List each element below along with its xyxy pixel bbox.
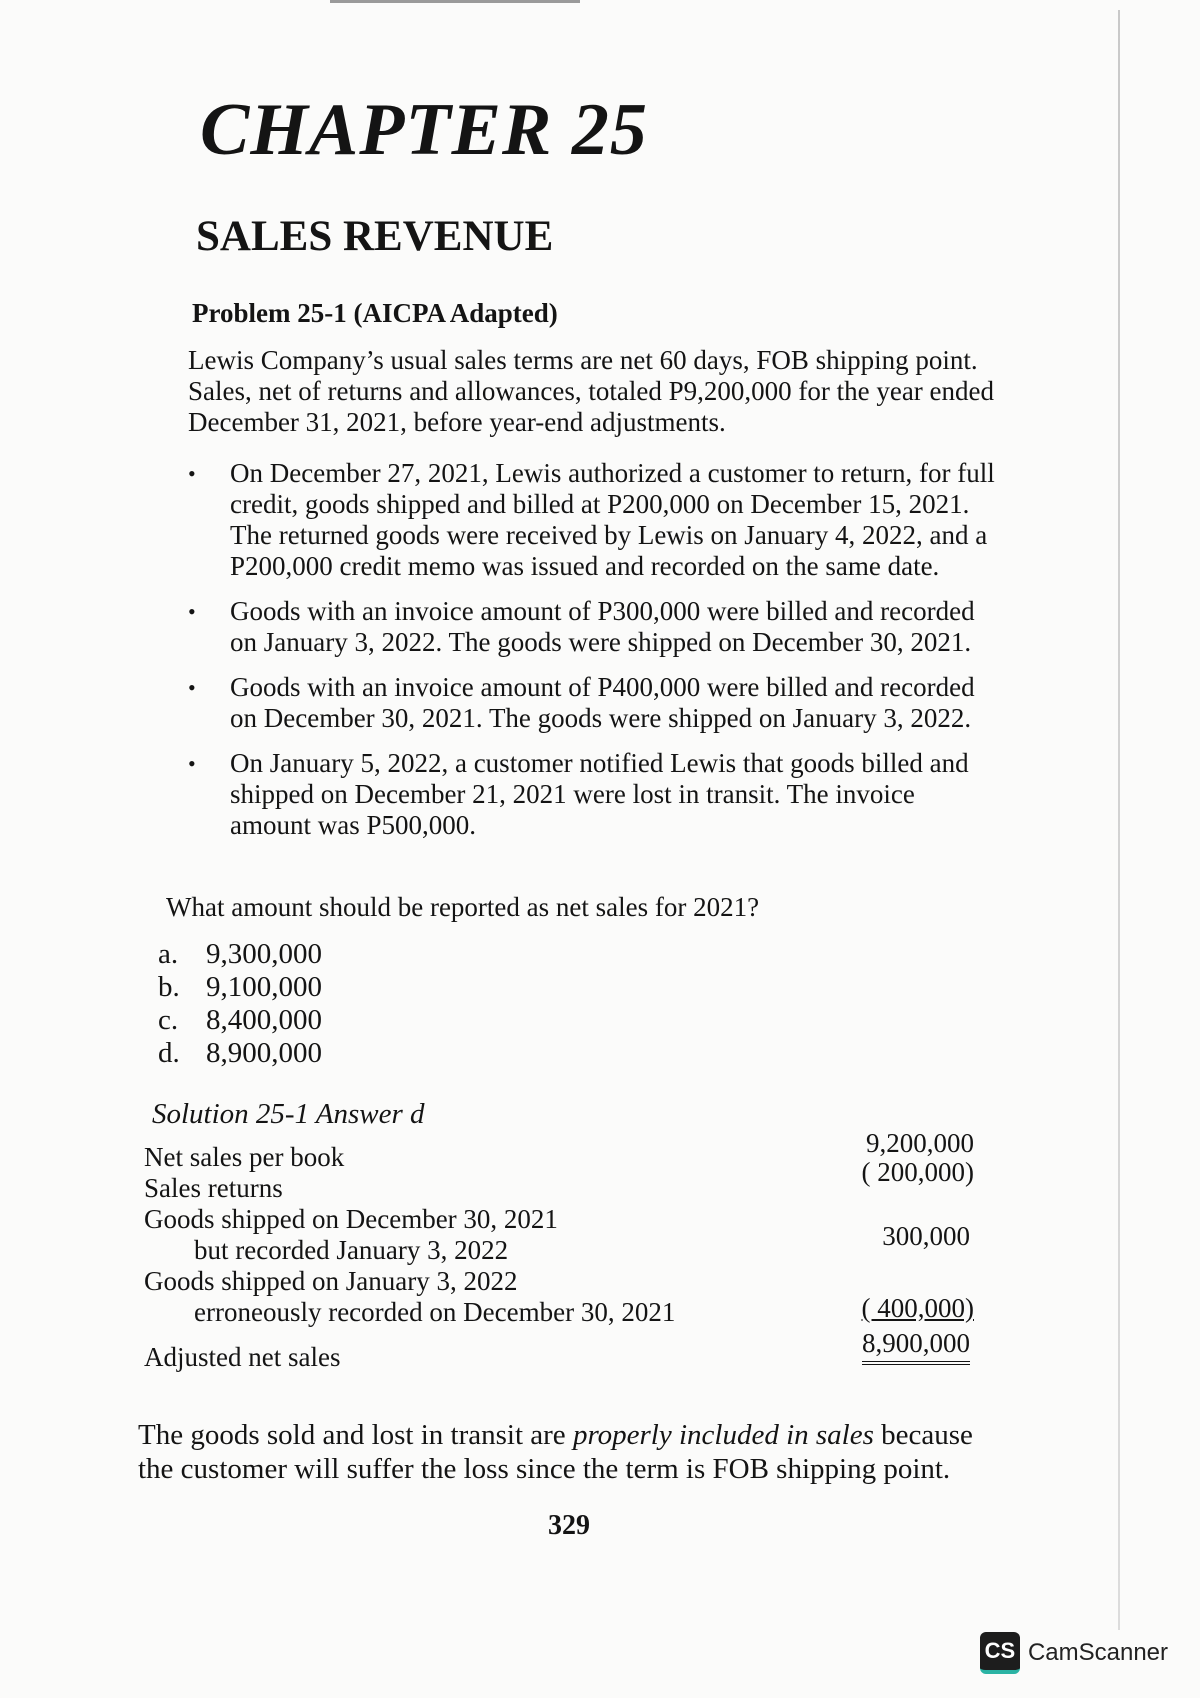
problem-title: Problem 25-1 (AICPA Adapted): [192, 298, 558, 328]
choice-b: b. 9,100,000: [158, 971, 322, 1003]
camscanner-watermark: [980, 1632, 1168, 1674]
bullet-icon: •: [188, 675, 196, 700]
row-label: Goods shipped on January 3, 2022: [144, 1266, 518, 1296]
camscanner-name: CamScanner: [1027, 1639, 1168, 1666]
bullet-icon: •: [188, 461, 196, 486]
section-heading: SALES REVENUE: [196, 213, 554, 260]
page-number: 329: [548, 1510, 590, 1541]
chapter-heading: CHAPTER 25: [200, 89, 648, 171]
problem-intro: Lewis Company’s usual sales terms are net 60 days, FOB shipping point. Sales, net of returns and allowances, totaled P9,200,000 for the year ended December 31, 2021, before year-end adjustments.: [188, 345, 995, 437]
solution-row: [144, 1221, 984, 1266]
solution-row: [144, 1266, 984, 1297]
page-top-edge: [330, 0, 580, 3]
bullet-item: [160, 596, 1000, 658]
row-label: Goods shipped on December 30, 2021: [144, 1204, 558, 1234]
question-text: What amount should be reported as net sales for 2021?: [166, 892, 760, 922]
bullet-text: On December 27, 2021, Lewis authorized a customer to return, for full credit, goods shipped and billed at P200,000 on December 15, 2021. The returned goods were received by Lewis on January 4, 2022, and a P200,000 credit memo was issued and recorded on the same date.: [230, 458, 995, 581]
solution-row: [144, 1204, 984, 1235]
page-right-edge: [1118, 10, 1120, 1630]
bullet-item: [160, 672, 1000, 734]
bullet-text: On January 5, 2022, a customer notified Lewis that goods billed and shipped on December 21, 2021 were lost in transit. The invoice amount was P500,000.: [230, 748, 969, 840]
row-value: ( 200,000): [861, 1157, 974, 1187]
choice-d: d. 8,900,000: [158, 1037, 322, 1069]
row-label: Sales returns: [144, 1173, 283, 1203]
solution-row: [144, 1128, 984, 1173]
row-label: erroneously recorded on December 30, 2021: [194, 1297, 676, 1327]
bullet-text: Goods with an invoice amount of P300,000 were billed and recorded on January 3, 2022. The goods were shipped on December 30, 2021.: [230, 596, 975, 657]
row-label: Adjusted net sales: [144, 1342, 341, 1372]
bullet-icon: •: [188, 751, 196, 776]
bullet-item: [160, 458, 1000, 582]
row-label: but recorded January 3, 2022: [194, 1235, 509, 1265]
camscanner-logo-icon: CS: [980, 1632, 1020, 1674]
row-value: 8,900,000: [862, 1328, 970, 1365]
choice-c: c. 8,400,000: [158, 1004, 322, 1036]
closing-note: The goods sold and lost in transit are properly included in sales because the customer will suffer the loss since the term is FOB shipping point.: [138, 1419, 973, 1485]
solution-table: [144, 1128, 984, 1373]
answer-choices: [158, 938, 322, 1070]
row-value: 9,200,000: [866, 1128, 974, 1158]
bullet-icon: •: [188, 599, 196, 624]
solution-row: [144, 1328, 984, 1373]
emphasis-text: properly included in sales: [572, 1419, 874, 1451]
bullet-item: [160, 748, 1000, 841]
solution-row: [144, 1293, 984, 1328]
solution-title: Solution 25-1 Answer d: [152, 1098, 425, 1130]
bullet-text: Goods with an invoice amount of P400,000 were billed and recorded on December 30, 2021. The goods were shipped on January 3, 2022.: [230, 672, 975, 733]
row-value: ( 400,000): [861, 1293, 974, 1323]
row-label: Net sales per book: [144, 1142, 345, 1172]
problem-bullet-list: [160, 458, 1000, 855]
row-value: 300,000: [882, 1221, 970, 1251]
choice-a: a. 9,300,000: [158, 938, 322, 970]
